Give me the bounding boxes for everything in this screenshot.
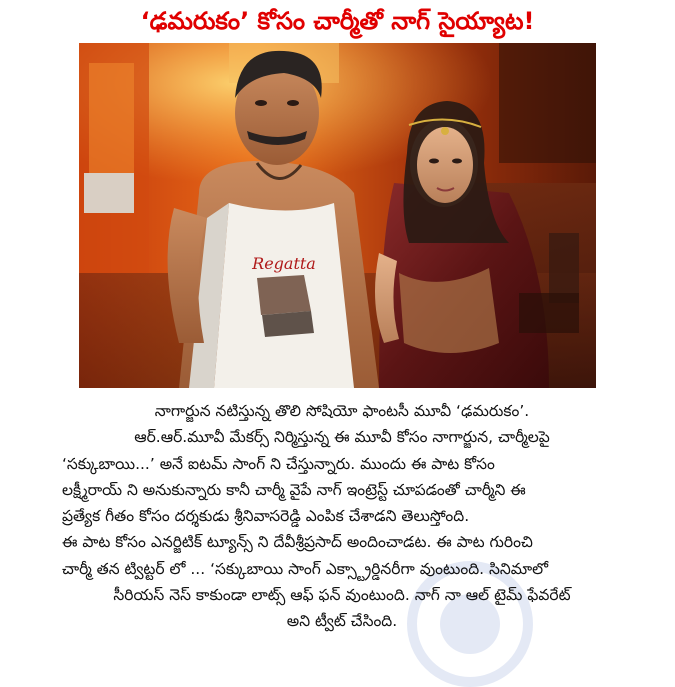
- shirt-print-text: Regatta: [252, 254, 316, 273]
- article-line: చార్మీ తన ట్విట్టర్ లో ... ‘సక్కుబాయి సాంగ్ ఎక్స్ట్రార్డినరీగా వుంటుంది. సినిమాలో: [62, 559, 549, 578]
- article-line: ప్రత్యేక గీతం కోసం దర్శకుడు శ్రీనివాసరెడ్డి ఎంపిక చేశాడని తెలుస్తోంది.: [62, 507, 470, 526]
- article-body: [62, 398, 622, 635]
- article-line: ఆర్.ఆర్.మూవీ మేకర్స్ నిర్మిస్తున్న ఈ మూవీ కోసం నాగార్జున, చార్మీలపై: [134, 428, 550, 447]
- article-line: అని ట్వీట్ చేసింది.: [286, 612, 398, 631]
- article-line: ‘సక్కుబాయి...’ అనే ఐటమ్ సాంగ్ ని చేస్తున్నారు. ముందు ఈ పాట కోసం: [62, 454, 495, 473]
- article-line: ఈ పాట కోసం ఎనర్జిటిక్ ట్యూన్స్ ని దేవీశ్రీప్రసాద్ అందించాడట. ఈ పాట గురించి: [62, 533, 533, 552]
- article-line: లక్ష్మీరాయ్ ని అనుకున్నారు కానీ చార్మీ వైపే నాగ్ ఇంట్రెస్ట్ చూపడంతో చార్మీని ఈ: [62, 480, 526, 499]
- headline: ‘ఢమరుకం’ కోసం చార్మీతో నాగ్ సైయ్యాట!: [140, 7, 535, 35]
- article-line: సీరియస్ నెస్ కాకుండా లాట్స్ ఆఫ్ ఫన్ వుంటుంది. నాగ్ నా ఆల్ టైమ్ ఫేవరేట్: [113, 586, 571, 605]
- article-line: నాగార్జున నటిస్తున్న తొలి సోషియో ఫాంటసీ మూవీ ‘ఢమరుకం’.: [154, 402, 530, 420]
- article-photo: [79, 43, 596, 388]
